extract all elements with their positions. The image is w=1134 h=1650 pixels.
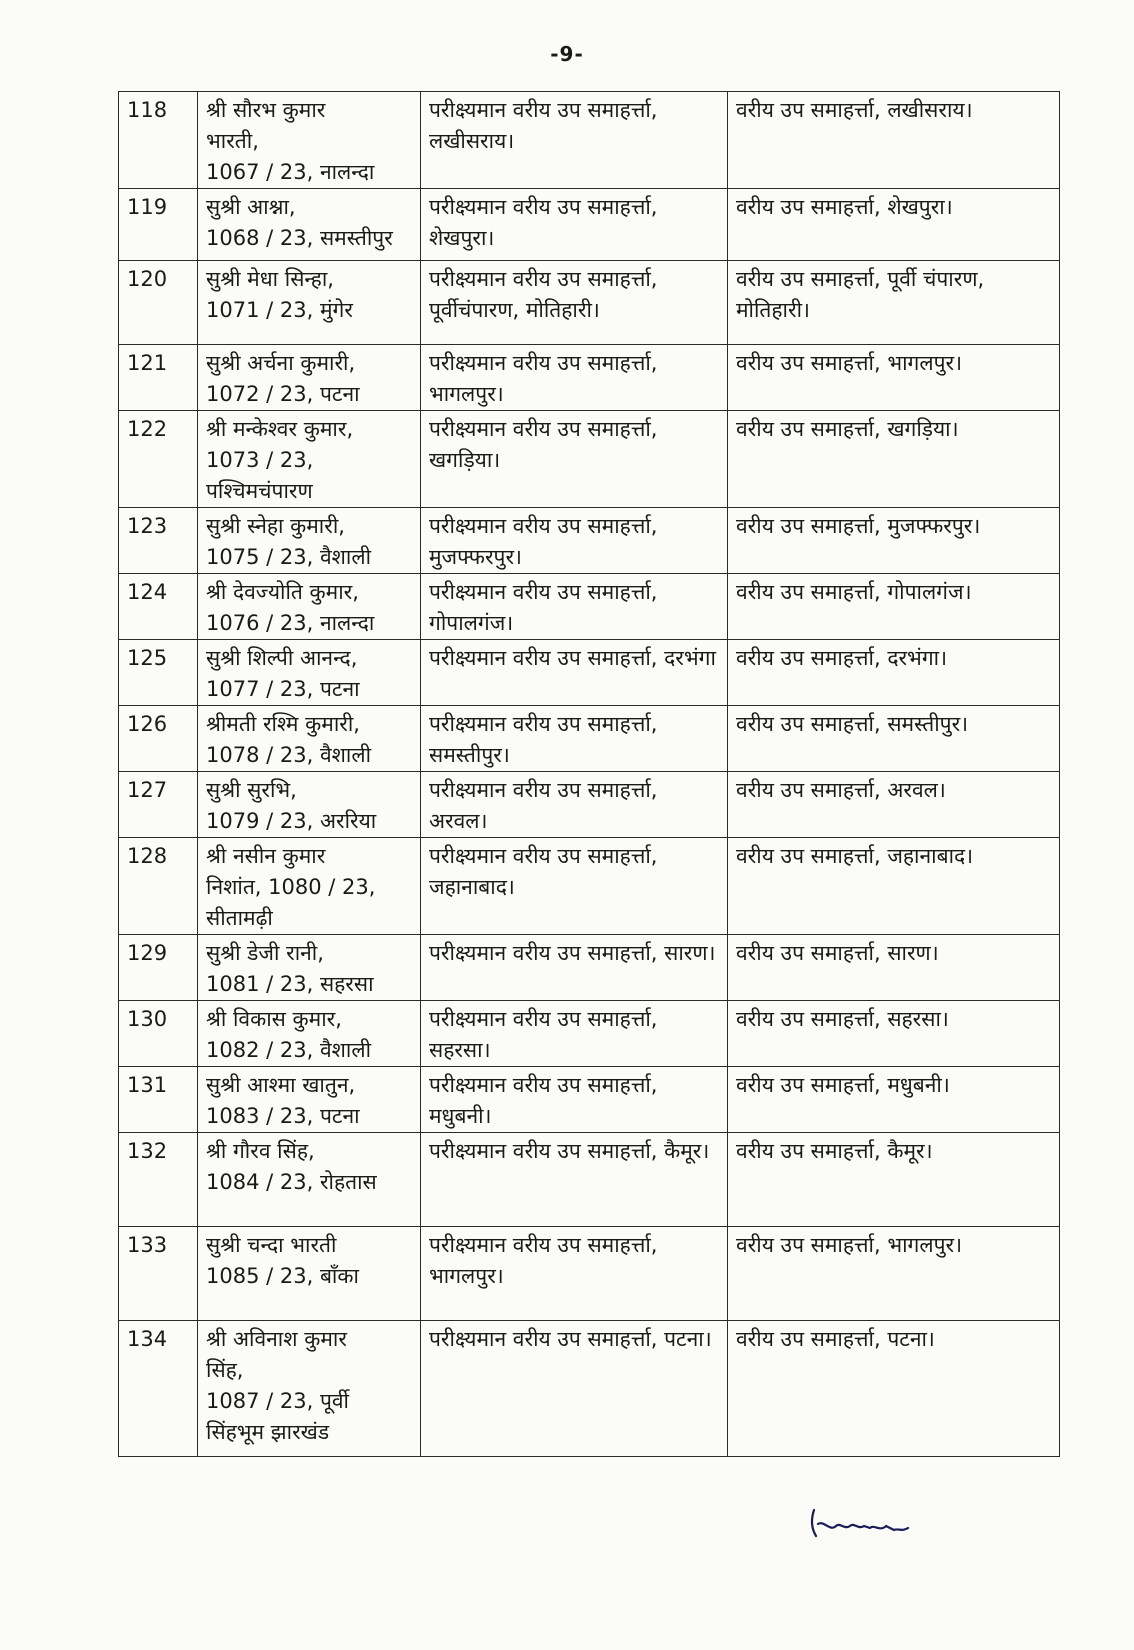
current-posting-cell: परीक्ष्यमान वरीय उप समाहर्त्ता, अरवल। [421, 772, 728, 838]
new-posting-cell: वरीय उप समाहर्त्ता, लखीसराय। [728, 92, 1060, 189]
officer-name-line: सिंहभूम झारखंड [206, 1420, 330, 1444]
officer-name-line: सुश्री सुरभि, [206, 778, 297, 802]
table-row [119, 1227, 1060, 1321]
new-posting-cell: वरीय उप समाहर्त्ता, मधुबनी। [728, 1067, 1060, 1133]
officer-name-line: श्री गौरव सिंह, [206, 1139, 315, 1163]
new-posting-cell: वरीय उप समाहर्त्ता, दरभंगा। [728, 640, 1060, 706]
current-posting-cell: परीक्ष्यमान वरीय उप समाहर्त्ता, कैमूर। [421, 1133, 728, 1227]
serial-number-cell: 129 [119, 935, 198, 1001]
current-posting-cell: परीक्ष्यमान वरीय उप समाहर्त्ता, पूर्वीचंपारण, मोतिहारी। [421, 261, 728, 345]
table-row [119, 1321, 1060, 1457]
officer-name-line: सुश्री आश्ना, [206, 195, 296, 219]
officer-name-line: 1087 / 23, पूर्वी [206, 1389, 349, 1413]
officer-name-cell [198, 261, 421, 345]
officer-name-line: सुश्री आश्मा खातुन, [206, 1073, 356, 1097]
officer-name-line: 1082 / 23, वैशाली [206, 1038, 372, 1062]
officer-name-line: श्री सौरभ कुमार [206, 98, 326, 122]
officer-name-line: सुश्री स्नेहा कुमारी, [206, 514, 345, 538]
officer-name-line: सुश्री मेधा सिन्हा, [206, 267, 334, 291]
officer-name-line: 1083 / 23, पटना [206, 1104, 360, 1128]
current-posting-cell: परीक्ष्यमान वरीय उप समाहर्त्ता, मुजफ्फरपुर। [421, 508, 728, 574]
officer-name-line: श्री अविनाश कुमार [206, 1327, 347, 1351]
serial-number-cell: 125 [119, 640, 198, 706]
new-posting-cell: वरीय उप समाहर्त्ता, पटना। [728, 1321, 1060, 1457]
current-posting-cell: परीक्ष्यमान वरीय उप समाहर्त्ता, मधुबनी। [421, 1067, 728, 1133]
new-posting-cell: वरीय उप समाहर्त्ता, खगड़िया। [728, 411, 1060, 508]
current-posting-cell: परीक्ष्यमान वरीय उप समाहर्त्ता, सारण। [421, 935, 728, 1001]
officer-name-cell [198, 508, 421, 574]
officer-name-line: 1076 / 23, नालन्दा [206, 611, 375, 635]
officer-name-line: पश्चिमचंपारण [206, 479, 313, 503]
officer-name-line: निशांत, 1080 / 23, [206, 875, 376, 899]
officer-name-line: 1081 / 23, सहरसा [206, 972, 374, 996]
serial-number-cell: 118 [119, 92, 198, 189]
serial-number-cell: 122 [119, 411, 198, 508]
serial-number-cell: 126 [119, 706, 198, 772]
table-row [119, 189, 1060, 261]
posting-table [118, 91, 1060, 1457]
officer-name-line: भारती, [206, 129, 259, 153]
officer-name-cell [198, 935, 421, 1001]
officer-name-line: श्रीमती रश्मि कुमारी, [206, 712, 360, 736]
officer-name-cell [198, 189, 421, 261]
officer-name-line: 1077 / 23, पटना [206, 677, 360, 701]
officer-name-line: 1071 / 23, मुंगेर [206, 298, 353, 322]
officer-name-line: सुश्री डेजी रानी, [206, 941, 324, 965]
table-row [119, 261, 1060, 345]
officer-name-cell [198, 345, 421, 411]
new-posting-cell: वरीय उप समाहर्त्ता, जहानाबाद। [728, 838, 1060, 935]
table-row [119, 345, 1060, 411]
serial-number-cell: 134 [119, 1321, 198, 1457]
officer-name-line: श्री मन्केश्वर कुमार, [206, 417, 354, 441]
serial-number-cell: 127 [119, 772, 198, 838]
signature [800, 1502, 920, 1542]
officer-name-cell [198, 92, 421, 189]
table-row [119, 92, 1060, 189]
serial-number-cell: 133 [119, 1227, 198, 1321]
officer-name-line: सुश्री अर्चना कुमारी, [206, 351, 356, 375]
officer-name-line: सीतामढ़ी [206, 906, 273, 930]
officer-name-line: 1084 / 23, रोहतास [206, 1170, 377, 1194]
current-posting-cell: परीक्ष्यमान वरीय उप समाहर्त्ता, खगड़िया। [421, 411, 728, 508]
officer-name-cell [198, 1227, 421, 1321]
new-posting-cell: वरीय उप समाहर्त्ता, कैमूर। [728, 1133, 1060, 1227]
officer-name-line: 1085 / 23, बाँका [206, 1264, 359, 1288]
table-row [119, 1001, 1060, 1067]
officer-name-cell [198, 411, 421, 508]
serial-number-cell: 120 [119, 261, 198, 345]
officer-name-cell [198, 1067, 421, 1133]
new-posting-cell: वरीय उप समाहर्त्ता, समस्तीपुर। [728, 706, 1060, 772]
table-row [119, 1133, 1060, 1227]
officer-name-line: 1073 / 23, [206, 448, 314, 472]
serial-number-cell: 124 [119, 574, 198, 640]
new-posting-cell: वरीय उप समाहर्त्ता, सारण। [728, 935, 1060, 1001]
serial-number-cell: 132 [119, 1133, 198, 1227]
table-row [119, 640, 1060, 706]
officer-name-line: 1067 / 23, नालन्दा [206, 160, 375, 184]
serial-number-cell: 128 [119, 838, 198, 935]
officer-name-line: श्री देवज्योति कुमार, [206, 580, 359, 604]
new-posting-cell: वरीय उप समाहर्त्ता, मुजफ्फरपुर। [728, 508, 1060, 574]
current-posting-cell: परीक्ष्यमान वरीय उप समाहर्त्ता, भागलपुर। [421, 1227, 728, 1321]
current-posting-cell: परीक्ष्यमान वरीय उप समाहर्त्ता, भागलपुर। [421, 345, 728, 411]
current-posting-cell: परीक्ष्यमान वरीय उप समाहर्त्ता, लखीसराय। [421, 92, 728, 189]
new-posting-cell: वरीय उप समाहर्त्ता, अरवल। [728, 772, 1060, 838]
officer-name-line: 1072 / 23, पटना [206, 382, 360, 406]
officer-name-cell [198, 574, 421, 640]
serial-number-cell: 119 [119, 189, 198, 261]
table-row [119, 574, 1060, 640]
current-posting-cell: परीक्ष्यमान वरीय उप समाहर्त्ता, गोपालगंज। [421, 574, 728, 640]
table-row [119, 411, 1060, 508]
current-posting-cell: परीक्ष्यमान वरीय उप समाहर्त्ता, शेखपुरा। [421, 189, 728, 261]
table-row [119, 772, 1060, 838]
officer-name-line: 1068 / 23, समस्तीपुर [206, 226, 393, 250]
serial-number-cell: 121 [119, 345, 198, 411]
officer-name-line: 1079 / 23, अररिया [206, 809, 377, 833]
current-posting-cell: परीक्ष्यमान वरीय उप समाहर्त्ता, दरभंगा [421, 640, 728, 706]
current-posting-cell: परीक्ष्यमान वरीय उप समाहर्त्ता, सहरसा। [421, 1001, 728, 1067]
serial-number-cell: 130 [119, 1001, 198, 1067]
table-row [119, 706, 1060, 772]
officer-name-line: सुश्री शिल्पी आनन्द, [206, 646, 358, 670]
new-posting-cell: वरीय उप समाहर्त्ता, गोपालगंज। [728, 574, 1060, 640]
table-row [119, 508, 1060, 574]
officer-name-cell [198, 640, 421, 706]
new-posting-cell: वरीय उप समाहर्त्ता, भागलपुर। [728, 345, 1060, 411]
new-posting-cell: वरीय उप समाहर्त्ता, सहरसा। [728, 1001, 1060, 1067]
officer-name-cell [198, 772, 421, 838]
officer-name-line: 1078 / 23, वैशाली [206, 743, 372, 767]
officer-name-cell [198, 1321, 421, 1457]
officer-name-line: सिंह, [206, 1358, 244, 1382]
current-posting-cell: परीक्ष्यमान वरीय उप समाहर्त्ता, जहानाबाद। [421, 838, 728, 935]
officer-name-line: श्री विकास कुमार, [206, 1007, 342, 1031]
table-row [119, 1067, 1060, 1133]
officer-name-cell [198, 1001, 421, 1067]
officer-name-line: श्री नसीन कुमार [206, 844, 326, 868]
table-row [119, 935, 1060, 1001]
officer-name-line: सुश्री चन्दा भारती [206, 1233, 337, 1257]
officer-name-cell [198, 706, 421, 772]
serial-number-cell: 131 [119, 1067, 198, 1133]
page-number: -9- [550, 42, 584, 66]
serial-number-cell: 123 [119, 508, 198, 574]
new-posting-cell: वरीय उप समाहर्त्ता, शेखपुरा। [728, 189, 1060, 261]
current-posting-cell: परीक्ष्यमान वरीय उप समाहर्त्ता, पटना। [421, 1321, 728, 1457]
table-body [119, 92, 1060, 1457]
officer-name-line: 1075 / 23, वैशाली [206, 545, 372, 569]
new-posting-cell: वरीय उप समाहर्त्ता, पूर्वी चंपारण, मोतिहारी। [728, 261, 1060, 345]
table-row [119, 838, 1060, 935]
officer-name-cell [198, 838, 421, 935]
current-posting-cell: परीक्ष्यमान वरीय उप समाहर्त्ता, समस्तीपुर। [421, 706, 728, 772]
officer-name-cell [198, 1133, 421, 1227]
new-posting-cell: वरीय उप समाहर्त्ता, भागलपुर। [728, 1227, 1060, 1321]
